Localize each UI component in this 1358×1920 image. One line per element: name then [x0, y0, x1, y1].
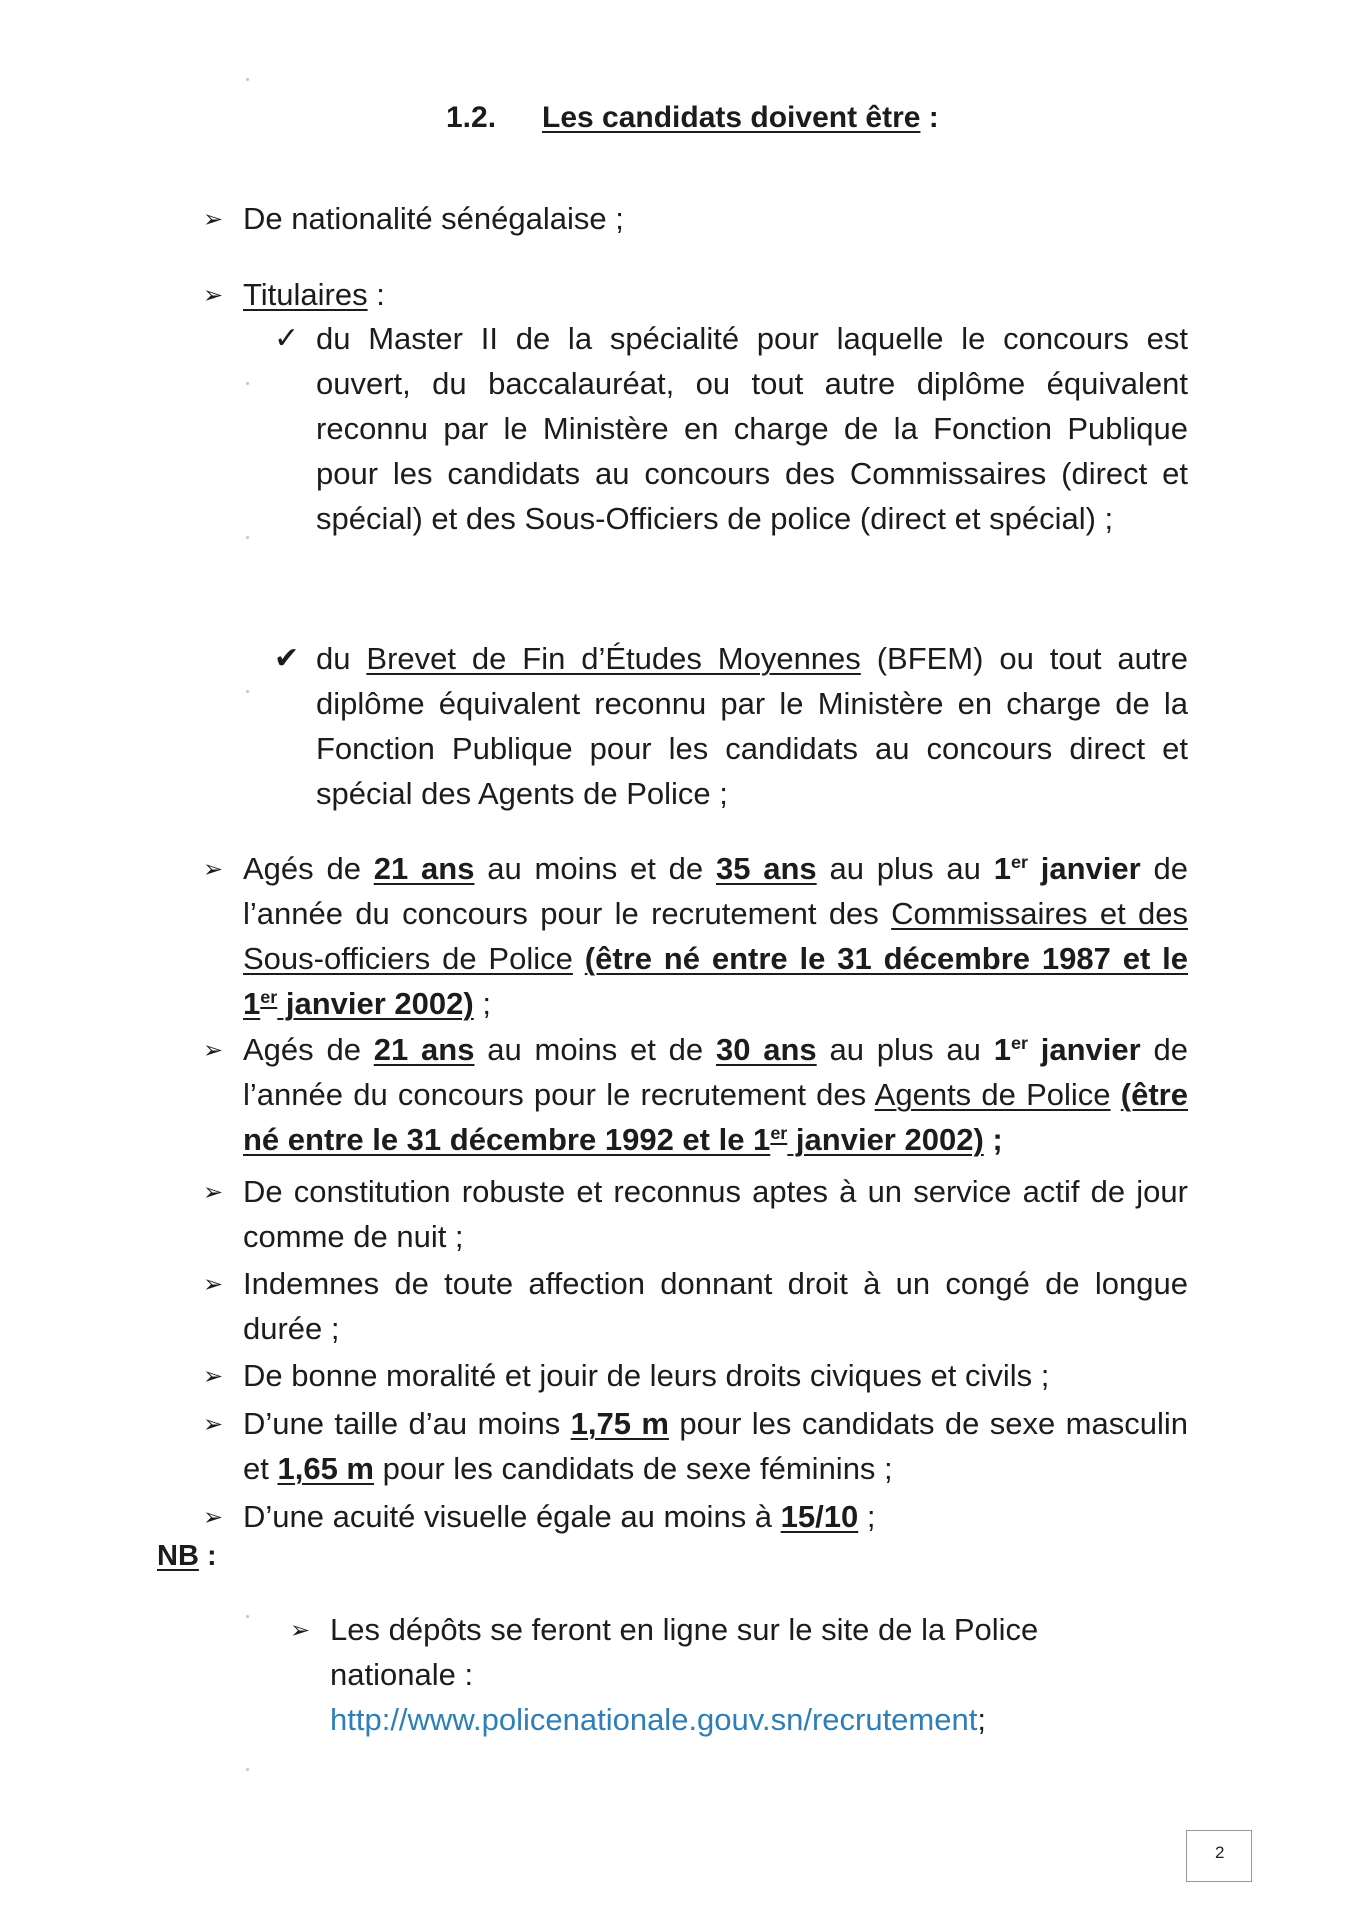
- list-item-age-commissaires: [203, 846, 1188, 1026]
- indemnes-text: Indemnes de toute affection donnant droit à un congé de longue durée ;: [243, 1266, 1188, 1346]
- arrow-bullet-icon: ➢: [203, 206, 224, 233]
- age2-text: au plus au: [816, 1032, 994, 1067]
- age2-month: janvier: [1027, 1032, 1141, 1067]
- age2-born: (être né entre le 31 décembre 1992 et le 1: [243, 1077, 1188, 1157]
- acuite-value: 15/10: [780, 1499, 859, 1534]
- list-item-moralite: [203, 1353, 1188, 1398]
- list-item-age-agents: [203, 1027, 1188, 1162]
- list-item-depots: [290, 1607, 1130, 1742]
- nb-label-text: NB: [157, 1540, 199, 1572]
- taille-text: pour les candidats de sexe féminins ;: [373, 1451, 893, 1486]
- age1-end: ;: [473, 986, 491, 1021]
- moralite-text: De bonne moralité et jouir de leurs droits civiques et civils ;: [243, 1358, 1050, 1393]
- age2-born: janvier 2002): [787, 1122, 984, 1157]
- taille-text: D’une taille d’au moins: [243, 1406, 571, 1441]
- checkmark-icon: ✔: [274, 642, 300, 675]
- nb-label: [157, 1540, 217, 1573]
- section-title: Les candidats doivent être: [542, 101, 921, 134]
- section-colon: :: [920, 101, 939, 134]
- scan-speck: [246, 690, 249, 693]
- age1-text: Agés de: [243, 851, 374, 886]
- arrow-bullet-icon: ➢: [290, 1617, 311, 1644]
- nb-colon: :: [198, 1540, 217, 1572]
- list-item-nationality: [203, 196, 1193, 241]
- sub-item-bfem: [274, 636, 1188, 816]
- age2-text: Agés de: [243, 1032, 374, 1067]
- arrow-bullet-icon: ➢: [203, 856, 224, 883]
- arrow-bullet-icon: ➢: [203, 1411, 224, 1438]
- recrutement-link[interactable]: http://www.policenationale.gouv.sn/recrutement: [330, 1702, 978, 1737]
- age1-day: 1: [993, 851, 1011, 886]
- nationality-text: De nationalité sénégalaise ;: [243, 201, 624, 236]
- list-item-titulaires: [203, 272, 1193, 317]
- acuite-text: D’une acuité visuelle égale au moins à: [243, 1499, 781, 1534]
- sub-item-master: [274, 316, 1188, 541]
- bfem-label: Brevet de Fin d’Études Moyennes: [366, 641, 861, 676]
- age2-text: au moins et de: [474, 1032, 716, 1067]
- arrow-bullet-icon: ➢: [203, 1037, 224, 1064]
- scan-speck: [246, 536, 249, 539]
- sub-item-bfem-rest: (BFEM) ou tout autre diplôme équivalent reconnu par le Ministère en charge de la Fonction Publique pour les candidats au concours direct et spécial des Agents de Police ;: [316, 641, 1188, 811]
- sub-item-master-text: du Master II de la spécialité pour laquelle le concours est ouvert, du baccalauréat, ou tout autre diplôme équivalent reconnu par le Ministère en charge de la Fonction Publique pour les candidats au concours des Commissaires (direct et spécial) et des Sous-Officiers de police (direct et spécial) ;: [316, 321, 1188, 536]
- page-number-box: [1186, 1830, 1252, 1882]
- list-item-indemnes: [203, 1261, 1188, 1351]
- scan-speck: [246, 78, 249, 81]
- scan-speck: [246, 1768, 249, 1771]
- taille-male: 1,75 m: [570, 1406, 669, 1441]
- checkmark-icon: ✓: [274, 322, 300, 355]
- titulaires-label: Titulaires: [243, 277, 368, 312]
- titulaires-colon: :: [367, 277, 385, 312]
- section-heading: [446, 101, 939, 135]
- age1-born: (être né entre le 31 décembre 1987 et le 1: [243, 941, 1188, 1021]
- age1-sup: er: [1010, 851, 1028, 872]
- page-number: 2: [1215, 1843, 1225, 1862]
- age1-born-sup: er: [260, 986, 278, 1007]
- age2-text: de l’année du concours pour le recrutement des: [243, 1032, 1188, 1112]
- arrow-bullet-icon: ➢: [203, 282, 224, 309]
- age1-month: janvier: [1027, 851, 1141, 886]
- age2-min: 21 ans: [373, 1032, 475, 1067]
- arrow-bullet-icon: ➢: [203, 1504, 224, 1531]
- age2-end: ;: [983, 1122, 1003, 1157]
- acuite-end: ;: [858, 1499, 876, 1534]
- age1-born: janvier 2002): [277, 986, 474, 1021]
- arrow-bullet-icon: ➢: [203, 1363, 224, 1390]
- age1-target: Commissaires et des Sous-officiers de Police: [243, 896, 1188, 976]
- taille-female: 1,65 m: [277, 1451, 374, 1486]
- age1-text: au plus au: [816, 851, 994, 886]
- section-number: 1.2.: [446, 101, 497, 134]
- list-item-acuite: [203, 1494, 1188, 1539]
- age1-text: au moins et de: [474, 851, 716, 886]
- depots-text: Les dépôts se feront en ligne sur le site de la Police nationale :: [330, 1612, 1039, 1692]
- arrow-bullet-icon: ➢: [203, 1179, 224, 1206]
- age2-day: 1: [993, 1032, 1011, 1067]
- age1-text: de l’année du concours pour le recrutement des: [243, 851, 1188, 931]
- sub-item-bfem-pre: du: [316, 641, 367, 676]
- link-end: ;: [977, 1702, 986, 1737]
- list-item-taille: [203, 1401, 1188, 1491]
- age1-min: 21 ans: [373, 851, 475, 886]
- age1-max: 35 ans: [715, 851, 817, 886]
- taille-text: pour les candidats de sexe masculin et: [243, 1406, 1188, 1486]
- scan-speck: [246, 382, 249, 385]
- arrow-bullet-icon: ➢: [203, 1271, 224, 1298]
- constitution-text: De constitution robuste et reconnus aptes à un service actif de jour comme de nuit ;: [243, 1174, 1188, 1254]
- list-item-constitution: [203, 1169, 1188, 1259]
- age2-max: 30 ans: [715, 1032, 817, 1067]
- age2-sup: er: [1010, 1032, 1028, 1053]
- age2-target: Agents de Police: [874, 1077, 1111, 1112]
- scan-speck: [246, 1615, 249, 1618]
- age2-born-sup: er: [770, 1122, 788, 1143]
